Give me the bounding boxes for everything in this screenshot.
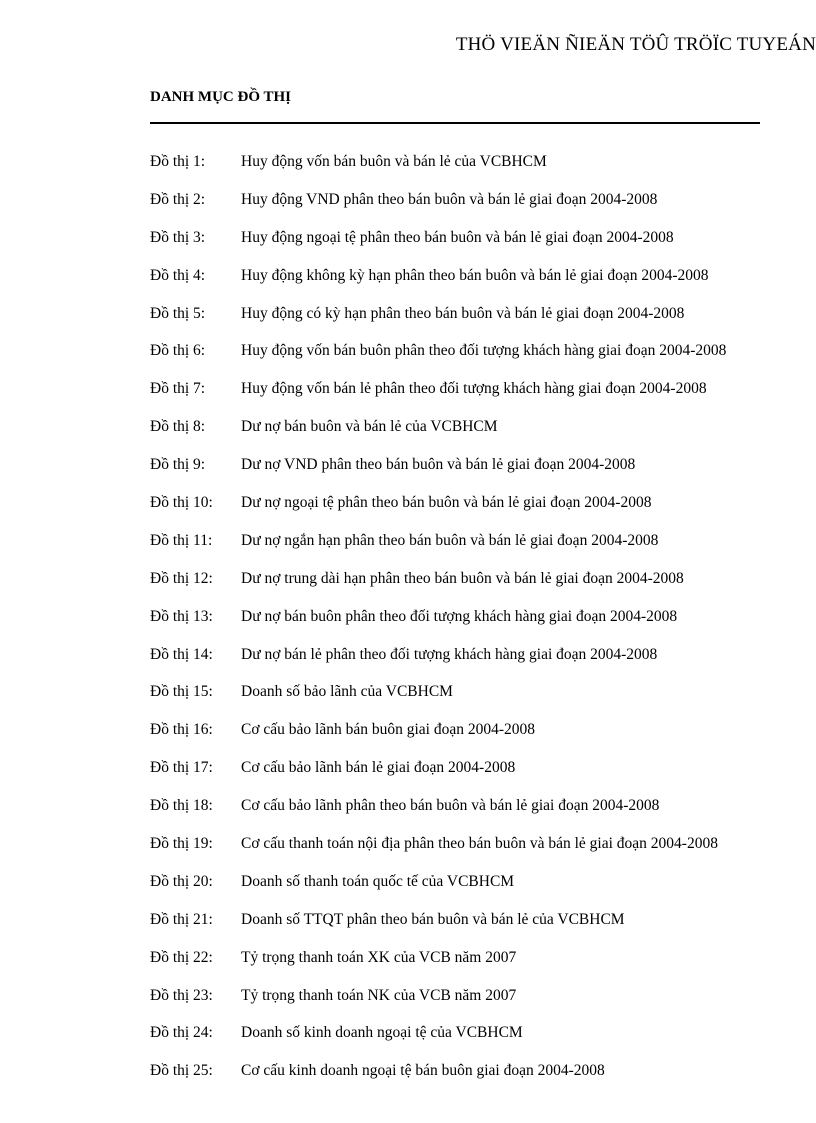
list-item xyxy=(150,608,726,646)
list-item xyxy=(150,267,726,305)
list-item xyxy=(150,646,726,684)
list-item xyxy=(150,1062,726,1100)
entry-label: Đồ thị 14: xyxy=(150,645,213,663)
entry-label: Đồ thị 17: xyxy=(150,759,213,777)
entry-label: Đồ thị 15: xyxy=(150,683,213,701)
list-item xyxy=(150,532,726,570)
list-item xyxy=(150,456,726,494)
entry-label: Đồ thị 11: xyxy=(150,531,213,549)
entry-title: Cơ cấu kinh doanh ngoại tệ bán buôn giai đoạn 2004-2008 xyxy=(241,1062,605,1080)
entry-title: Huy động ngoại tệ phân theo bán buôn và bán lẻ giai đoạn 2004-2008 xyxy=(241,228,674,246)
entry-title: Doanh số thanh toán quốc tế của VCBHCM xyxy=(241,872,515,890)
list-item xyxy=(150,911,726,949)
list-item xyxy=(150,683,726,721)
list-item xyxy=(150,153,726,191)
entry-title: Huy động vốn bán buôn phân theo đối tượng khách hàng giai đoạn 2004-2008 xyxy=(241,342,727,360)
entry-label: Đồ thị 2: xyxy=(150,190,206,208)
entry-title: Dư nợ trung dài hạn phân theo bán buôn và bán lẻ giai đoạn 2004-2008 xyxy=(241,569,684,587)
entry-label: Đồ thị 18: xyxy=(150,797,213,815)
entry-title: Huy động vốn bán lẻ phân theo đối tượng khách hàng giai đoạn 2004-2008 xyxy=(241,380,707,398)
entry-label: Đồ thị 1: xyxy=(150,153,206,170)
entry-label: Đồ thị 13: xyxy=(150,607,213,625)
list-item xyxy=(150,987,726,1025)
list-item xyxy=(150,342,726,380)
entry-label: Đồ thị 10: xyxy=(150,494,213,512)
entry-title: Doanh số kinh doanh ngoại tệ của VCBHCM xyxy=(241,1024,523,1042)
entry-title: Dư nợ bán buôn và bán lẻ của VCBHCM xyxy=(241,418,498,436)
title-divider xyxy=(150,122,760,124)
entry-label: Đồ thị 6: xyxy=(150,342,206,360)
page-title: DANH MỤC ĐỒ THỊ xyxy=(150,89,291,105)
entry-title: Doanh số TTQT phân theo bán buôn và bán lẻ của VCBHCM xyxy=(241,910,625,928)
entry-title: Huy động không kỳ hạn phân theo bán buôn và bán lẻ giai đoạn 2004-2008 xyxy=(241,266,709,284)
entry-label: Đồ thị 3: xyxy=(150,228,206,246)
entry-title: Cơ cấu thanh toán nội địa phân theo bán buôn và bán lẻ giai đoạn 2004-2008 xyxy=(241,835,718,853)
entry-title: Huy động có kỳ hạn phân theo bán buôn và bán lẻ giai đoạn 2004-2008 xyxy=(241,304,685,322)
list-item xyxy=(150,229,726,267)
entry-label: Đồ thị 22: xyxy=(150,948,213,966)
list-item xyxy=(150,797,726,835)
entry-label: Đồ thị 4: xyxy=(150,266,206,284)
entry-label: Đồ thị 20: xyxy=(150,872,213,890)
entry-title: Doanh số bảo lãnh của VCBHCM xyxy=(241,683,453,701)
entry-label: Đồ thị 19: xyxy=(150,835,213,853)
entry-label: Đồ thị 7: xyxy=(150,380,206,398)
entry-label: Đồ thị 12: xyxy=(150,569,213,587)
entry-title: Cơ cấu bảo lãnh phân theo bán buôn và bán lẻ giai đoạn 2004-2008 xyxy=(241,797,660,815)
entry-title: Dư nợ ngoại tệ phân theo bán buôn và bán lẻ giai đoạn 2004-2008 xyxy=(241,494,652,512)
list-item xyxy=(150,494,726,532)
list-item xyxy=(150,721,726,759)
entry-label: Đồ thị 21: xyxy=(150,910,213,928)
list-item xyxy=(150,305,726,343)
entry-title: Huy động VND phân theo bán buôn và bán lẻ giai đoạn 2004-2008 xyxy=(241,190,658,208)
list-item xyxy=(150,873,726,911)
entry-title: Cơ cấu bảo lãnh bán buôn giai đoạn 2004-2008 xyxy=(241,721,536,739)
list-item xyxy=(150,418,726,456)
list-item xyxy=(150,380,726,418)
entry-label: Đồ thị 23: xyxy=(150,986,213,1004)
list-item xyxy=(150,570,726,608)
entry-title: Tỷ trọng thanh toán XK của VCB năm 2007 xyxy=(241,948,517,966)
entry-title: Tỷ trọng thanh toán NK của VCB năm 2007 xyxy=(241,986,517,1004)
list-item xyxy=(150,191,726,229)
entry-label: Đồ thị 8: xyxy=(150,418,206,436)
entry-label: Đồ thị 9: xyxy=(150,456,206,474)
list-item xyxy=(150,1024,726,1062)
page-header: THÖ VIEÄN ÑIEÄN TÖÛ TRÖÏC TUYEÁN xyxy=(455,34,816,55)
list-item xyxy=(150,949,726,987)
entry-title: Dư nợ ngắn hạn phân theo bán buôn và bán lẻ giai đoạn 2004-2008 xyxy=(241,531,659,549)
list-item xyxy=(150,835,726,873)
entry-title: Dư nợ bán lẻ phân theo đối tượng khách hàng giai đoạn 2004-2008 xyxy=(241,645,658,663)
entry-title: Cơ cấu bảo lãnh bán lẻ giai đoạn 2004-2008 xyxy=(241,759,516,777)
chart-list xyxy=(150,153,726,1100)
list-item xyxy=(150,759,726,797)
entry-label: Đồ thị 25: xyxy=(150,1062,213,1080)
entry-title: Dư nợ VND phân theo bán buôn và bán lẻ giai đoạn 2004-2008 xyxy=(241,456,636,474)
entry-label: Đồ thị 16: xyxy=(150,721,213,739)
entry-title: Dư nợ bán buôn phân theo đối tượng khách hàng giai đoạn 2004-2008 xyxy=(241,607,678,625)
entry-label: Đồ thị 5: xyxy=(150,304,206,322)
entry-label: Đồ thị 24: xyxy=(150,1024,213,1042)
entry-title: Huy động vốn bán buôn và bán lẻ của VCBHCM xyxy=(241,153,547,170)
